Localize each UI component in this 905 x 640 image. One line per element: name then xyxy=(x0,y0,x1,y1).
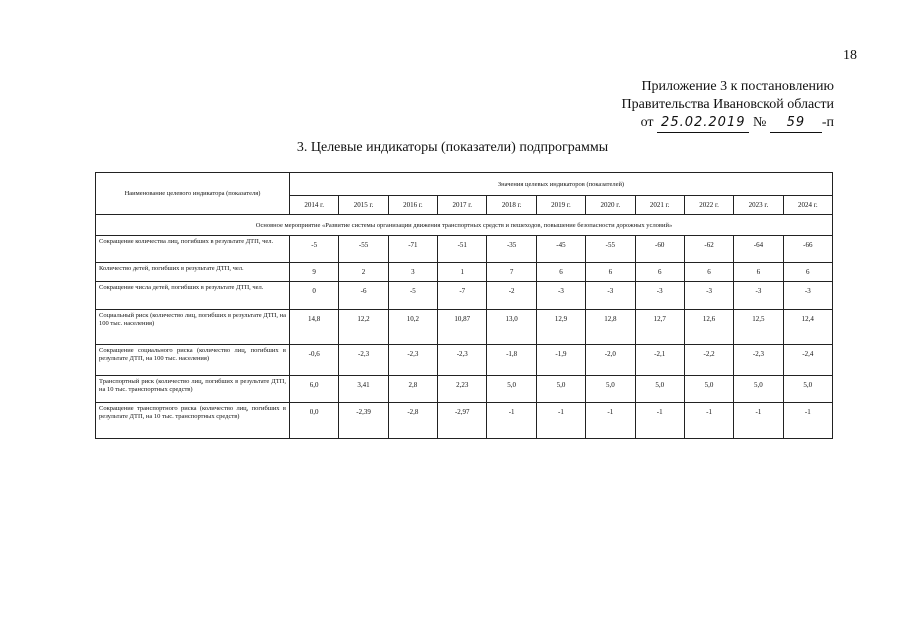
indicator-value: 6 xyxy=(734,263,783,282)
indicator-value: 5,0 xyxy=(487,376,536,403)
indicator-value: 6 xyxy=(783,263,832,282)
indicator-value: 6 xyxy=(635,263,684,282)
table-row xyxy=(96,345,833,376)
indicator-value: 6,0 xyxy=(290,376,339,403)
indicator-value: 6 xyxy=(536,263,585,282)
indicator-value: 0,0 xyxy=(290,403,339,439)
section-title: 3. Целевые индикаторы (показатели) подпрограммы xyxy=(296,140,609,155)
indicator-value: 12,6 xyxy=(684,310,733,345)
indicator-value: 3 xyxy=(388,263,437,282)
indicator-value: -1 xyxy=(684,403,733,439)
table-row xyxy=(96,376,833,403)
table-row xyxy=(96,403,833,439)
indicator-value: 12,9 xyxy=(536,310,585,345)
year-header: 2014 г. xyxy=(290,196,339,215)
indicator-value: -5 xyxy=(290,236,339,263)
name-column-header: Наименование целевого индикатора (показателя) xyxy=(96,173,290,215)
indicator-value: -5 xyxy=(388,282,437,310)
indicator-value: 2,23 xyxy=(438,376,487,403)
appendix-header xyxy=(622,78,834,133)
indicator-value: 1 xyxy=(438,263,487,282)
table-row xyxy=(96,282,833,310)
resolution-date: 25.02.2019 xyxy=(657,114,749,133)
indicator-value: -51 xyxy=(438,236,487,263)
indicator-value: 2,8 xyxy=(388,376,437,403)
indicator-value: 5,0 xyxy=(684,376,733,403)
indicator-value: -64 xyxy=(734,236,783,263)
indicator-value: 6 xyxy=(586,263,635,282)
table-row xyxy=(96,263,833,282)
indicator-name: Количество детей, погибших в результате ДТП, чел. xyxy=(96,263,290,282)
year-header: 2023 г. xyxy=(734,196,783,215)
indicator-value: -45 xyxy=(536,236,585,263)
indicator-value: -2,97 xyxy=(438,403,487,439)
indicator-value: 12,8 xyxy=(586,310,635,345)
indicator-name: Социальный риск (количество лиц, погибших в результате ДТП, на 100 тыс. населения) xyxy=(96,310,290,345)
indicators-table xyxy=(95,172,833,439)
indicator-value: -1 xyxy=(734,403,783,439)
indicator-name: Сокращение социального риска (количество лиц, погибших в результате ДТП, на 100 тыс. населения) xyxy=(96,345,290,376)
indicator-value: -35 xyxy=(487,236,536,263)
indicator-value: -55 xyxy=(586,236,635,263)
number-suffix: -п xyxy=(821,115,834,130)
year-header: 2017 г. xyxy=(438,196,487,215)
indicator-value: -2,1 xyxy=(635,345,684,376)
indicator-value: 5,0 xyxy=(586,376,635,403)
indicator-value: -0,6 xyxy=(290,345,339,376)
values-column-header: Значения целевых индикаторов (показателей) xyxy=(290,173,833,196)
indicator-value: -6 xyxy=(339,282,388,310)
indicator-value: -3 xyxy=(734,282,783,310)
indicator-value: 3,41 xyxy=(339,376,388,403)
table-row xyxy=(96,310,833,345)
year-header: 2020 г. xyxy=(586,196,635,215)
indicator-value: 12,2 xyxy=(339,310,388,345)
indicator-value: -2 xyxy=(487,282,536,310)
indicator-value: 10,87 xyxy=(438,310,487,345)
appendix-line-1: Приложение 3 к постановлению xyxy=(641,79,834,94)
indicator-value: -2,0 xyxy=(586,345,635,376)
indicator-value: -2,4 xyxy=(783,345,832,376)
indicator-value: -71 xyxy=(388,236,437,263)
indicator-value: 10,2 xyxy=(388,310,437,345)
indicator-value: 12,5 xyxy=(734,310,783,345)
indicator-value: -3 xyxy=(684,282,733,310)
indicator-value: 2 xyxy=(339,263,388,282)
indicator-value: 6 xyxy=(684,263,733,282)
year-header: 2022 г. xyxy=(684,196,733,215)
year-header: 2021 г. xyxy=(635,196,684,215)
indicator-value: -60 xyxy=(635,236,684,263)
indicator-value: 14,8 xyxy=(290,310,339,345)
indicator-value: -2,2 xyxy=(684,345,733,376)
indicator-name: Сокращение транспортного риска (количество лиц, погибших в результате ДТП, на 10 тыс. транспортных средств) xyxy=(96,403,290,439)
page-number: 18 xyxy=(843,48,857,63)
indicator-value: -1,9 xyxy=(536,345,585,376)
indicator-name: Транспортный риск (количество лиц, погибших в результате ДТП, на 10 тыс. транспортных средств) xyxy=(96,376,290,403)
year-header: 2015 г. xyxy=(339,196,388,215)
indicator-value: -2,8 xyxy=(388,403,437,439)
indicator-value: -3 xyxy=(635,282,684,310)
indicator-value: -55 xyxy=(339,236,388,263)
from-label: от xyxy=(640,115,654,130)
indicator-value: -3 xyxy=(783,282,832,310)
indicator-value: -1 xyxy=(487,403,536,439)
indicator-value: 7 xyxy=(487,263,536,282)
indicator-value: 12,7 xyxy=(635,310,684,345)
resolution-number: 59 xyxy=(770,114,822,133)
indicator-value: -2,3 xyxy=(734,345,783,376)
indicator-value: -66 xyxy=(783,236,832,263)
indicator-value: 13,0 xyxy=(487,310,536,345)
indicator-value: -2,39 xyxy=(339,403,388,439)
indicator-value: -3 xyxy=(536,282,585,310)
indicator-value: -3 xyxy=(586,282,635,310)
indicator-value: 0 xyxy=(290,282,339,310)
indicator-value: -2,3 xyxy=(339,345,388,376)
indicator-value: -1 xyxy=(586,403,635,439)
indicator-value: -2,3 xyxy=(438,345,487,376)
number-label: № xyxy=(752,115,767,130)
indicator-value: -7 xyxy=(438,282,487,310)
indicator-value: 5,0 xyxy=(536,376,585,403)
indicator-name: Сокращение количества лиц, погибших в результате ДТП, чел. xyxy=(96,236,290,263)
indicator-value: 12,4 xyxy=(783,310,832,345)
indicator-value: -2,3 xyxy=(388,345,437,376)
indicator-name: Сокращение числа детей, погибших в результате ДТП, чел. xyxy=(96,282,290,310)
appendix-line-2: Правительства Ивановской области xyxy=(621,97,834,112)
year-header: 2018 г. xyxy=(487,196,536,215)
year-header: 2019 г. xyxy=(536,196,585,215)
indicator-value: 5,0 xyxy=(635,376,684,403)
year-header: 2016 г. xyxy=(388,196,437,215)
section-header: Основное мероприятие «Развитие системы организации движения транспортных средств и пешеходов, повышение безопасности дорожных условий» xyxy=(96,215,833,236)
indicator-value: 9 xyxy=(290,263,339,282)
indicator-value: -62 xyxy=(684,236,733,263)
indicator-value: 5,0 xyxy=(734,376,783,403)
year-header: 2024 г. xyxy=(783,196,832,215)
indicator-value: -1 xyxy=(536,403,585,439)
indicator-value: -1 xyxy=(635,403,684,439)
indicator-value: -1 xyxy=(783,403,832,439)
table-row xyxy=(96,236,833,263)
indicator-value: 5,0 xyxy=(783,376,832,403)
appendix-line-3 xyxy=(641,114,834,133)
indicator-value: -1,8 xyxy=(487,345,536,376)
